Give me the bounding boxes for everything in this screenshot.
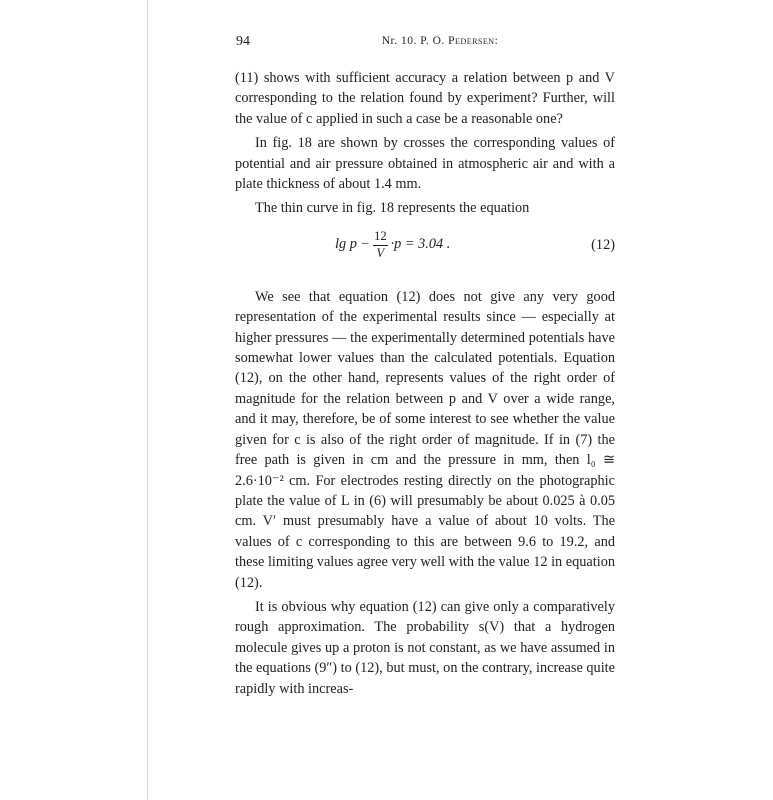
equation-lhs: lg p − [335,236,371,253]
equation-label: (12) [591,236,615,253]
equation-rhs: ·p = 3.04 . [390,236,451,253]
running-head-prefix: Nr. 10. P. O. [381,35,449,47]
paragraph-1: (11) shows with sufficient accuracy a relation between p and V corresponding to the relation found by experiment? Further, will the value of c applied in such a case be a reasonable one? [235,70,615,127]
equation-body [335,229,450,261]
running-head [235,35,615,47]
running-head-suffix: : [494,35,499,47]
page-number: 94 [236,34,250,49]
book-page [235,30,615,699]
paragraph-3: The thin curve in fig. 18 represents the equation [255,200,530,217]
page-header [235,30,615,56]
paragraph-2: In fig. 18 are shown by crosses the corresponding values of potential and air pressure obtained in atmospheric air and with a plate thickness of about 1.4 mm. [235,135,615,193]
paragraph-5: It is obvious why equation (12) can give only a comparatively rough approximation. The probability s(V) that a hydrogen molecule gives up a proton is not constant, as we have assumed in the equations (9″) to (12), but must, on the contrary, increase quite rapidly with increas- [235,598,615,697]
equation-fraction [373,229,388,261]
fraction-denominator: V [376,245,385,260]
page-margin-line [147,0,148,800]
equation-12 [235,223,615,281]
paragraph-4: We see that equation (12) does not give any very good representation of the experimental results since — especially at higher pressures — the experimentally determined potentials have somewhat lower values than the calculated potentials. Equation (12), on the other hand, represents values of the right order of magnitude for the relation between p and V over a wide range, and it may, therefore, be of some interest to see whether the value given for c is also of the right order of magnitude. If in (7) the free path is given in cm and the pressure in mm, then l₀ ≅ 2.6·10⁻² cm. For electrodes resting directly on the photographic plate the value of L in (6) will presumably be about 0.025 à 0.05 cm. V′ must presumably have a value of about 10 volts. The values of c corresponding to this are between 9.6 to 19.2, and these limiting values agree very well with the value 12 in equation (12). [235,288,615,591]
running-head-author: Pedersen [448,35,495,47]
fraction-numerator: 12 [373,229,388,246]
